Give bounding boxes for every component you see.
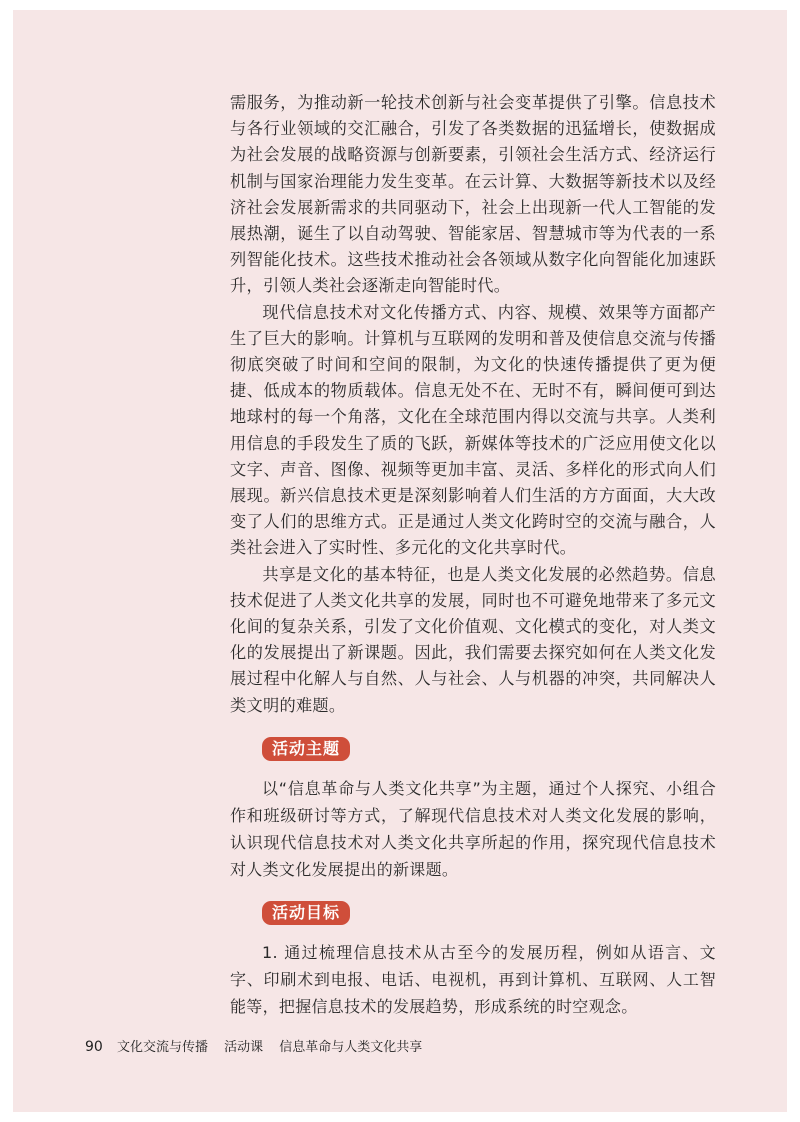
activity-goal-heading-wrap <box>262 901 716 925</box>
page-sheet <box>13 10 787 1112</box>
activity-theme-text: 以“信息革命与人类文化共享”为主题，通过个人探究、小组合作和班级研讨等方式，了解现代信息技术对人类文化发展的影响，认识现代信息技术对人类文化共享所起的作用，探究现代信息技术对人类文化发展提出的新课题。 <box>230 778 716 879</box>
body-paragraph-3: 共享是文化的基本特征，也是人类文化发展的必然趋势。信息技术促进了人类文化共享的发展，同时也不可避免地带来了多元文化间的复杂关系，引发了文化价值观、文化模式的变化，对人类文化的发展提出了新课题。因此，我们需要去探究如何在人类文化发展过程中化解人与自然、人与社会、人与机器的冲突，共同解决人类文明的难题。 <box>230 564 716 715</box>
page-number: 90 <box>85 1039 103 1055</box>
footer-lesson-title: 信息革命与人类文化共享 <box>279 1040 423 1055</box>
activity-goal-heading: 活动目标 <box>262 901 350 925</box>
page-footer <box>85 1036 422 1055</box>
footer-lesson-type: 活动课 <box>224 1040 264 1055</box>
activity-theme-heading: 活动主题 <box>262 737 350 761</box>
activity-theme-heading-wrap <box>262 737 716 761</box>
activity-goal-text: 1. 通过梳理信息技术从古至今的发展历程，例如从语言、文字、印刷术到电报、电话、电视机，再到计算机、互联网、人工智能等，把握信息技术的发展趋势，形成系统的时空观念。 <box>230 942 716 1016</box>
footer-book-title: 文化交流与传播 <box>116 1040 208 1055</box>
page-content <box>230 90 716 1020</box>
body-paragraph-1: 需服务，为推动新一轮技术创新与社会变革提供了引擎。信息技术与各行业领域的交汇融合，引发了各类数据的迅猛增长，使数据成为社会发展的战略资源与创新要素，引领社会生活方式、经济运行机制与国家治理能力发生变革。在云计算、大数据等新技术以及经济社会发展新需求的共同驱动下，社会上出现新一代人工智能的发展热潮，诞生了以自动驾驶、智能家居、智慧城市等为代表的一系列智能化技术。这些技术推动社会各领域从数字化向智能化加速跃升，引领人类社会逐渐走向智能时代。 <box>230 93 716 296</box>
body-paragraph-2: 现代信息技术对文化传播方式、内容、规模、效果等方面都产生了巨大的影响。计算机与互联网的发明和普及使信息交流与传播彻底突破了时间和空间的限制，为文化的快速传播提供了更为便捷、低成本的物质载体。信息无处不在、无时不有，瞬间便可到达地球村的每一个角落，文化在全球范围内得以交流与共享。人类利用信息的手段发生了质的飞跃，新媒体等技术的广泛应用使文化以文字、声音、图像、视频等更加丰富、灵活、多样化的形式向人们展现。新兴信息技术更是深刻影响着人们生活的方方面面，大大改变了人们的思维方式。正是通过人类文化跨时空的交流与融合，人类社会进入了实时性、多元化的文化共享时代。 <box>230 302 716 558</box>
